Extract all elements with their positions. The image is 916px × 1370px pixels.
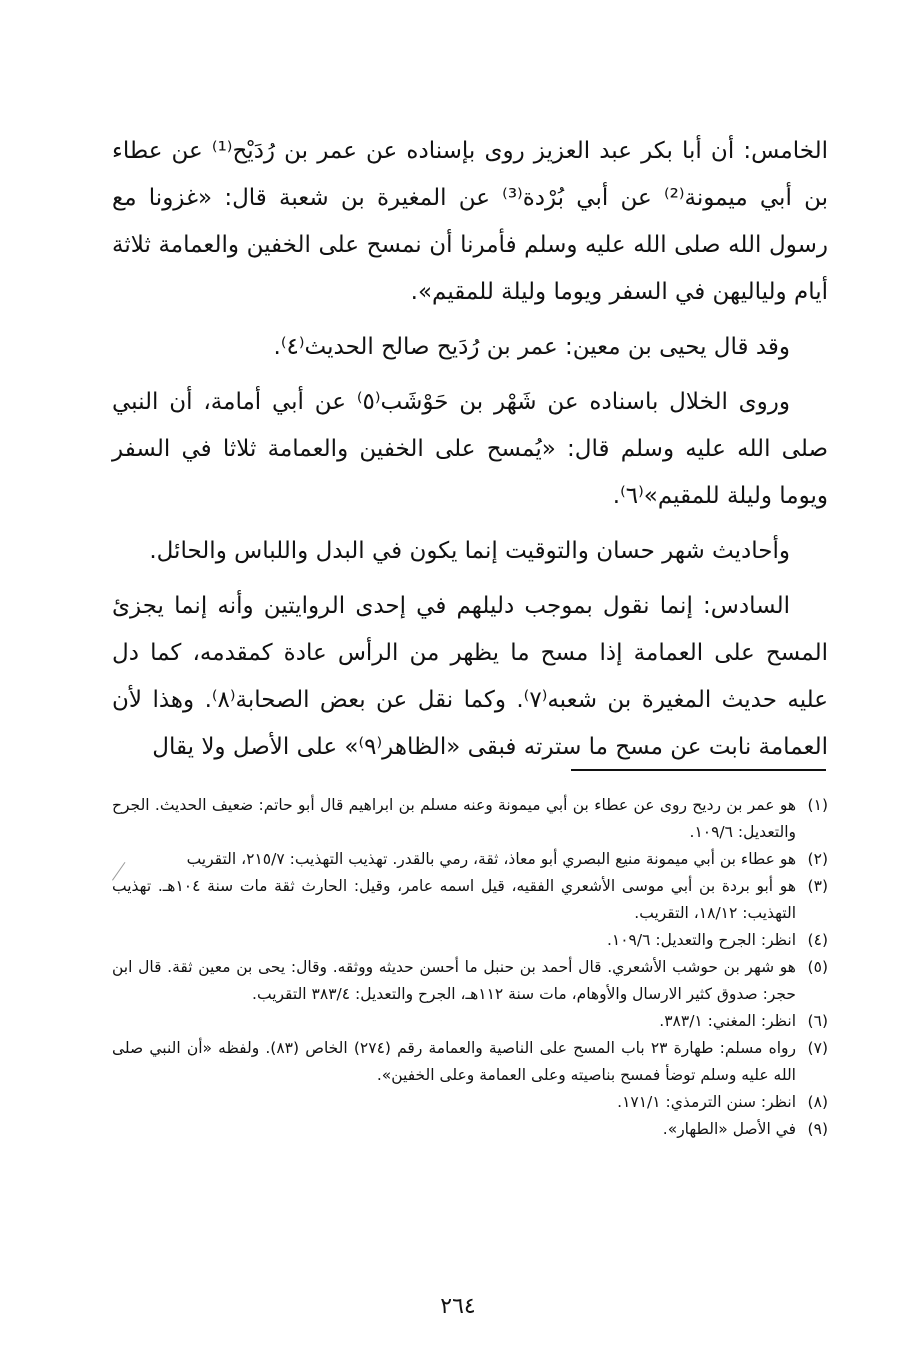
footnote-number: (٧) bbox=[807, 1039, 828, 1057]
paragraph-sixth-point: السادس: إنما نقول بموجب دليلهم في إحدى الروايتين وأنه إنما يجزئ المسح على العمامة إذا مسح ما يظهر من الرأس عادة كمقدمه، كما دل عليه حديث المغيرة بن شعبه⁽٧⁾. وكما نقل عن بعض الصحابة⁽٨⁾. وهذا لأن العمامة نابت عن مسح ما سترته فبقى «الظاهر⁽٩⁾» على الأصل ولا يقال bbox=[112, 593, 828, 760]
footnote-number: (٥) bbox=[807, 958, 828, 976]
footnote-7 bbox=[112, 1035, 828, 1089]
page-number: ٢٦٤ bbox=[440, 1294, 476, 1319]
footnote-text: هو عطاء بن أبي ميمونة منيع البصري أبو معاذ، ثقة، رمي بالقدر. تهذيب التهذيب: ٢١٥/٧، التقريب bbox=[186, 850, 796, 868]
footnote-text: انظر: الجرح والتعديل: ١٠٩/٦. bbox=[606, 931, 796, 949]
footnote-1 bbox=[112, 792, 828, 846]
footnote-text: انظر: المغني: ٣٨٣/١. bbox=[659, 1012, 796, 1030]
footnote-text: هو شهر بن حوشب الأشعري. قال أحمد بن حنبل ما أحسن حديثه ووثقه. وقال: يحى بن معين ثقة. قال ابن حجر: صدوق كثير الارسال والأوهام، مات سنة ١١٢هـ، الجرح والتعديل: ٣٨٣/٤ التقريب. bbox=[112, 958, 796, 1003]
footnote-number: (٩) bbox=[807, 1120, 828, 1138]
footnote-number: (٤) bbox=[807, 931, 828, 949]
footnote-text: هو عمر بن رديح روى عن عطاء بن أبي ميمونة وعنه مسلم بن ابراهيم قال أبو حاتم: ضعيف الحديث. الجرح والتعديل: ١٠٩/٦. bbox=[112, 796, 796, 841]
footnote-6 bbox=[112, 1008, 828, 1035]
footnote-number: (٨) bbox=[807, 1093, 828, 1111]
footnote-4 bbox=[112, 927, 828, 954]
footnote-number: (١) bbox=[807, 796, 828, 814]
paragraph-shahr-hadith: وأحاديث شهر حسان والتوقيت إنما يكون في البدل واللباس والحائل. bbox=[149, 538, 790, 564]
footnote-2 bbox=[112, 846, 828, 873]
footnote-separator bbox=[571, 769, 826, 771]
footnote-number: (٢) bbox=[807, 850, 828, 868]
footnote-number: (٣) bbox=[807, 877, 828, 895]
footnote-text: هو أبو بردة بن أبي موسى الأشعري الفقيه، قيل اسمه عامر، وقيل: الحارث ثقة مات سنة ١٠٤هـ. تهذيب التهذيب: ١٨/١٢، التقريب. bbox=[112, 877, 796, 922]
footnotes bbox=[112, 792, 828, 1143]
footnote-8 bbox=[112, 1089, 828, 1116]
footnote-text: انظر: سنن الترمذي: ١٧١/١. bbox=[617, 1093, 796, 1111]
footnote-3 bbox=[112, 873, 828, 927]
footnote-9 bbox=[112, 1116, 828, 1143]
paragraph-fifth-point: الخامس: أن أبا بكر عبد العزيز روى بإسناده عن عمر بن رُدَيْح⁽¹⁾ عن عطاء بن أبي ميمونة⁽²⁾ عن أبي بُرْدة⁽³⁾ عن المغيرة بن شعبة قال: «غزونا مع رسول الله صلى الله عليه وسلم فأمرنا أن نمسح على الخفين والعمامة ثلاثة أيام ولياليهن في السفر ويوما وليلة للمقيم». bbox=[112, 138, 828, 305]
footnote-text: رواه مسلم: طهارة ٢٣ باب المسح على الناصية والعمامة رقم (٢٧٤) الخاص (٨٣). ولفظه «أن النبي صلى الله عليه وسلم توضأ فمسح بناصيته وعلى العمامة وعلى الخفين». bbox=[112, 1039, 796, 1084]
paragraph-khallal: وروى الخلال باسناده عن شَهْر بن حَوْشَب⁽٥⁾ عن أبي أمامة، أن النبي صلى الله عليه وسلم قال: «يُمسح على الخفين والعمامة ثلاثا في السفر ويوما وليلة للمقيم»⁽٦⁾. bbox=[112, 389, 828, 509]
main-text bbox=[112, 128, 828, 779]
footnote-number: (٦) bbox=[807, 1012, 828, 1030]
paragraph-ibn-maeen: وقد قال يحيى بن معين: عمر بن رُدَيح صالح الحديث⁽٤⁾. bbox=[273, 334, 790, 360]
footnote-text: في الأصل «الطهار». bbox=[662, 1120, 796, 1138]
footnote-5 bbox=[112, 954, 828, 1008]
